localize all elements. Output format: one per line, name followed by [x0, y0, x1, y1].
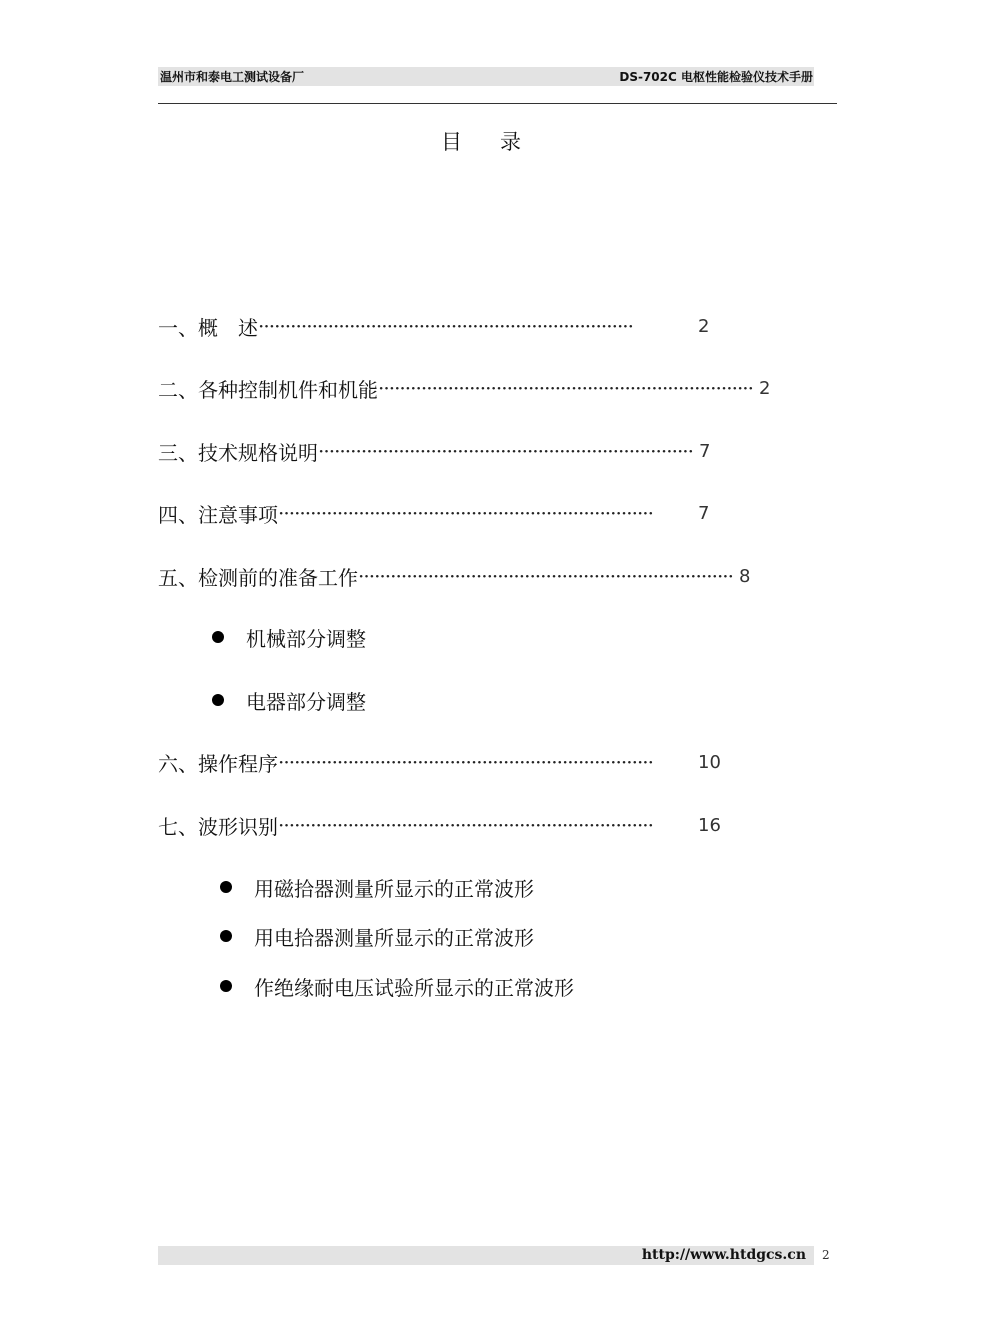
- list-item: [220, 872, 534, 902]
- bullet-icon: [212, 694, 224, 706]
- toc-entry: [158, 436, 738, 466]
- bullet-text: 用电拾器测量所显示的正常波形: [254, 925, 534, 950]
- toc-entry: [158, 561, 751, 591]
- toc-entry: [158, 747, 738, 777]
- toc-label: 五、检测前的准备工作: [158, 565, 358, 590]
- header-divider: [158, 103, 837, 104]
- header-manual-title: DS-702C 电枢性能检验仪技术手册: [619, 70, 813, 84]
- bullet-icon: [212, 631, 224, 643]
- bullet-icon: [220, 930, 232, 942]
- toc-label: 六、操作程序: [158, 751, 278, 776]
- toc-label: 三、技术规格说明: [158, 440, 318, 465]
- toc-page-number: 2: [698, 315, 710, 337]
- toc-page-number: 16: [698, 814, 721, 836]
- toc-leader-dots: ······································································: [278, 501, 654, 525]
- toc-page-number: 7: [699, 440, 711, 462]
- list-item: [212, 685, 366, 715]
- toc-leader-dots: ······································································: [318, 439, 694, 463]
- toc-leader-dots: ······································································: [358, 564, 734, 588]
- toc-entry: [158, 810, 738, 840]
- bullet-text: 机械部分调整: [246, 626, 366, 651]
- toc-leader-dots: ······································································: [258, 314, 634, 338]
- toc-entry: [158, 311, 738, 341]
- toc-label: 二、各种控制机件和机能: [158, 377, 378, 402]
- toc-page-number: 2: [759, 377, 771, 399]
- footer-page-number: 2: [822, 1248, 830, 1262]
- list-item: [212, 622, 366, 652]
- bullet-text: 电器部分调整: [246, 689, 366, 714]
- list-item: [220, 971, 574, 1001]
- footer-url: http://www.htdgcs.cn: [641, 1247, 806, 1263]
- bullet-text: 作绝缘耐电压试验所显示的正常波形: [254, 975, 574, 1000]
- bullet-icon: [220, 881, 232, 893]
- toc-page-number: 7: [698, 502, 710, 524]
- toc-page-number: 10: [698, 751, 721, 773]
- toc-label: 一、概 述: [158, 315, 258, 340]
- header-company: 温州市和泰电工测试设备厂: [160, 70, 305, 84]
- bullet-text: 用磁拾器测量所显示的正常波形: [254, 876, 534, 901]
- toc-leader-dots: ······································································: [278, 813, 654, 837]
- toc-entry: [158, 498, 738, 528]
- list-item: [220, 921, 534, 951]
- toc-label: 四、注意事项: [158, 502, 278, 527]
- toc-entry: [158, 373, 771, 403]
- bullet-icon: [220, 980, 232, 992]
- toc-leader-dots: ······································································: [278, 750, 654, 774]
- page-title: 目录: [441, 130, 559, 154]
- toc-label: 七、波形识别: [158, 814, 278, 839]
- toc-page-number: 8: [739, 565, 751, 587]
- toc-leader-dots: ······································································: [378, 376, 754, 400]
